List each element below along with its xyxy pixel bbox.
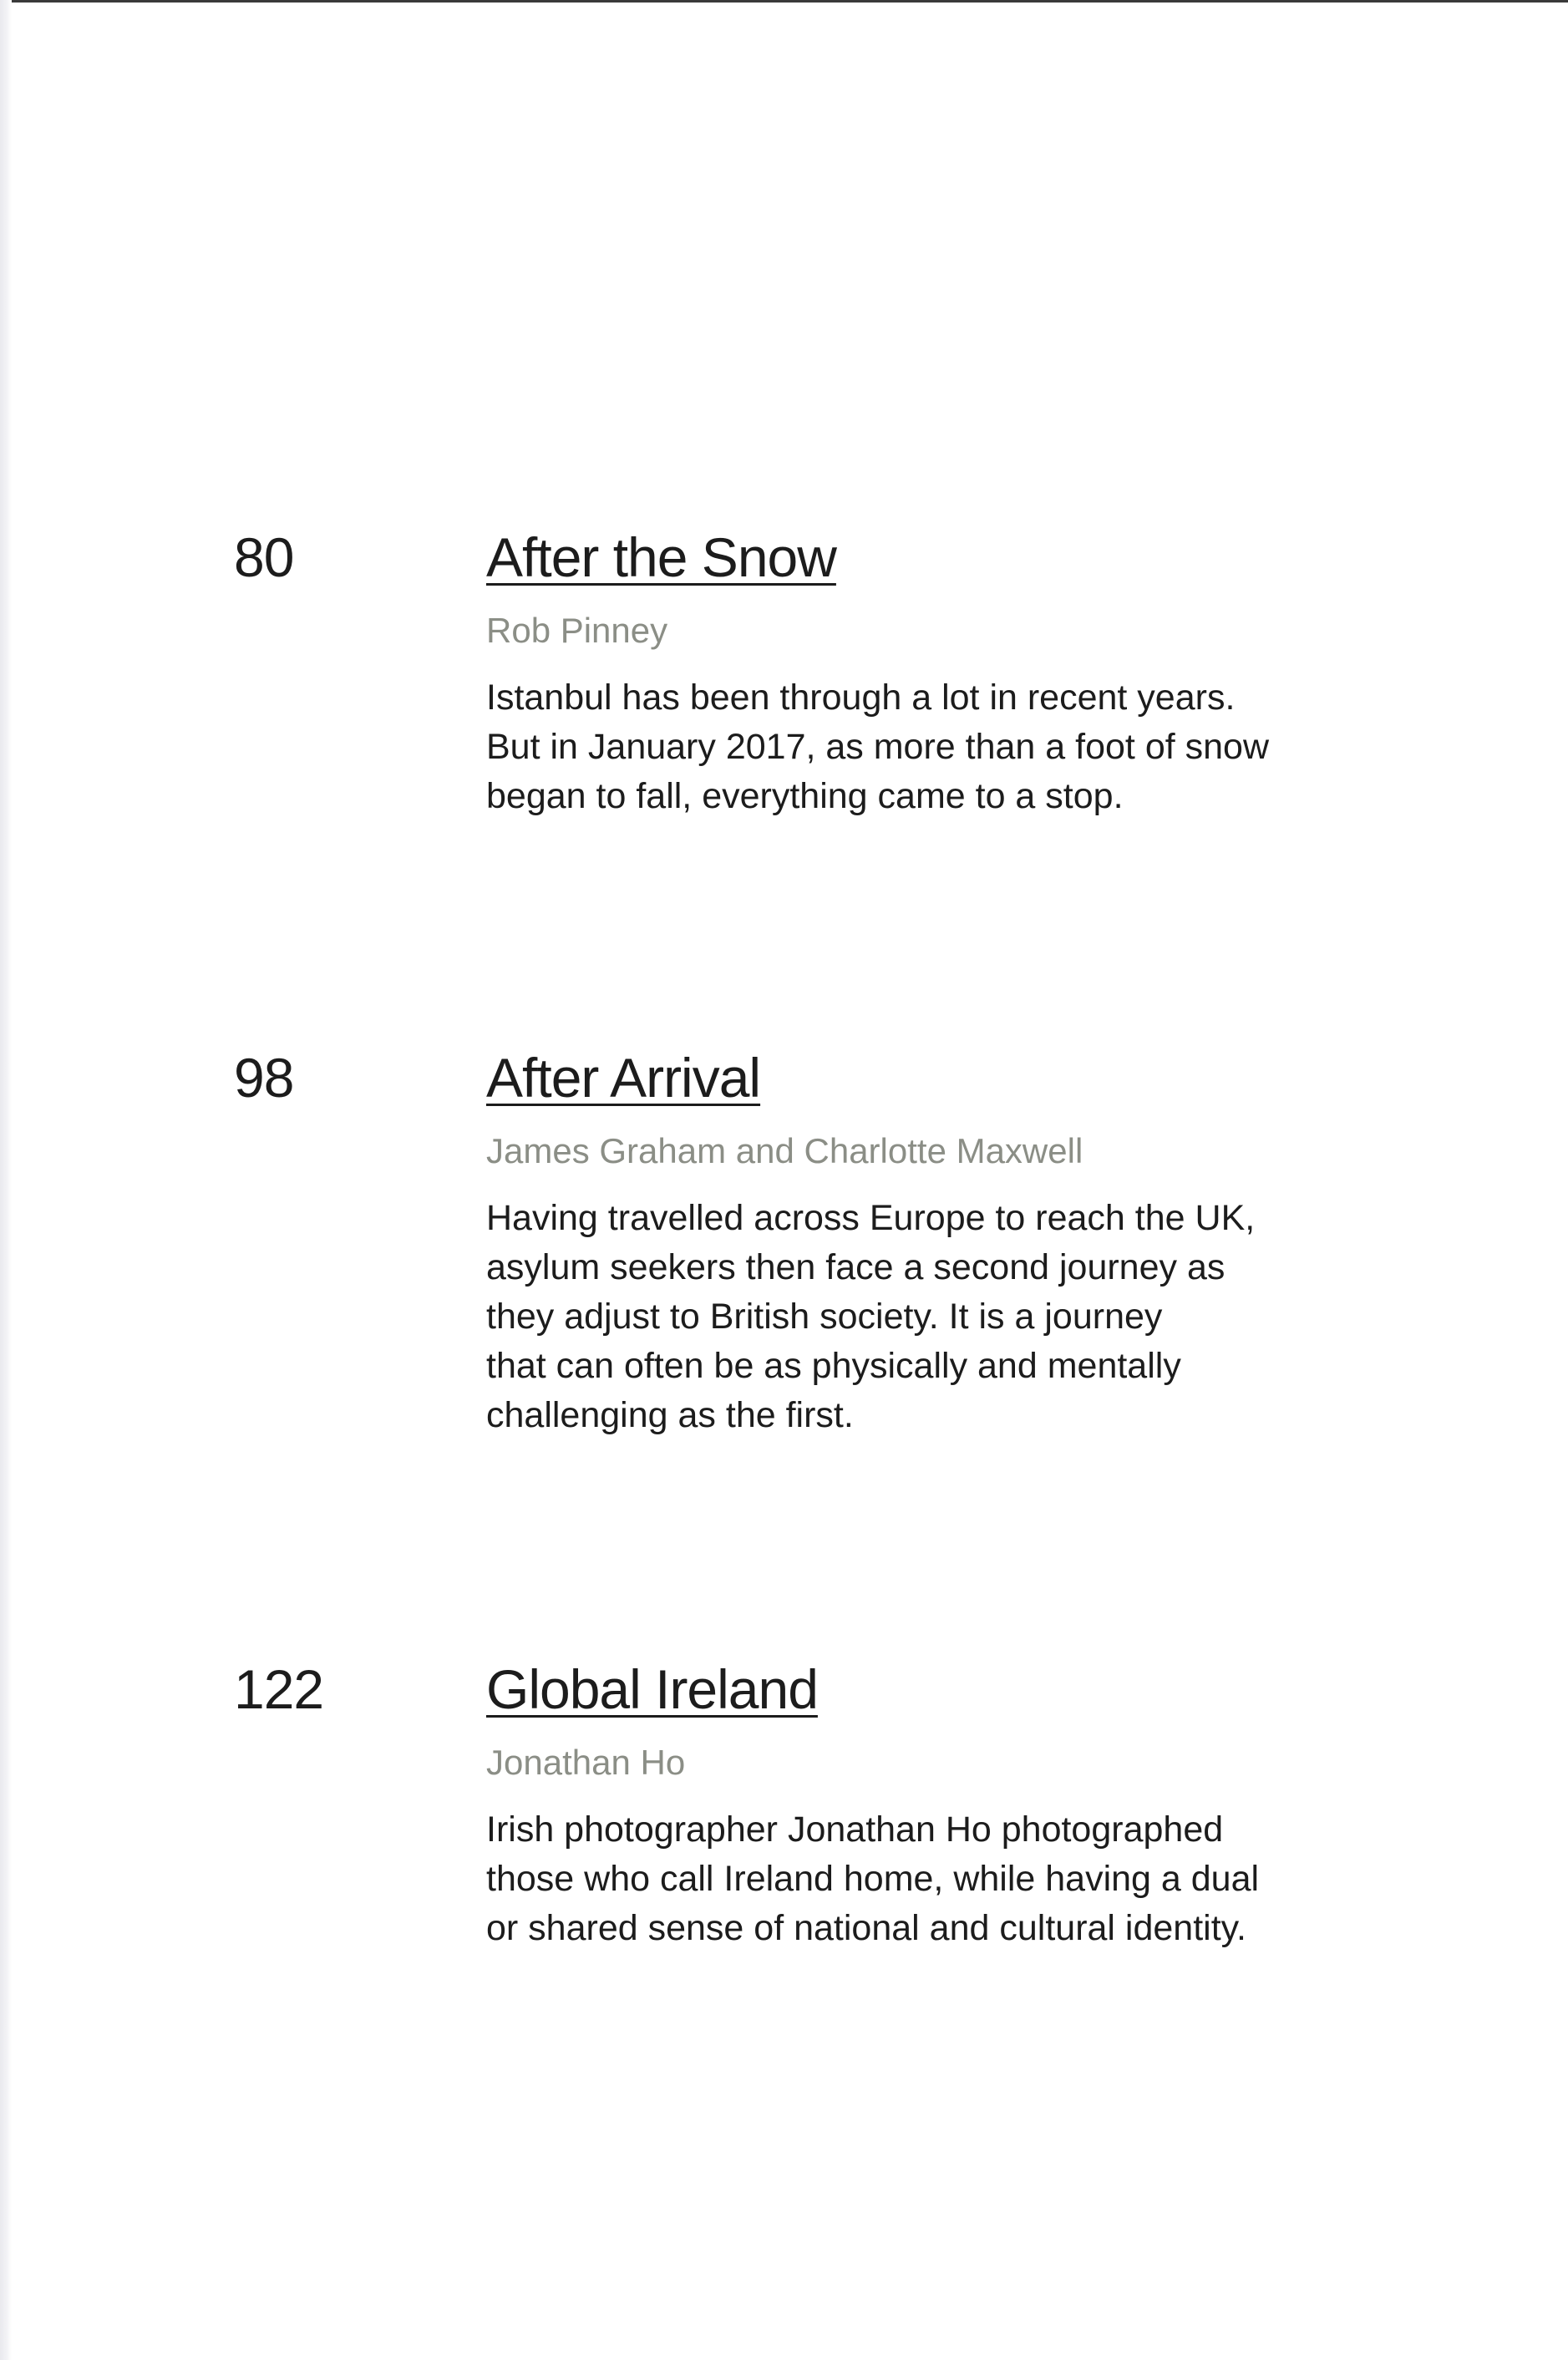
page-binding-edge xyxy=(0,0,12,2360)
story-title-link[interactable]: After the Snow xyxy=(486,526,836,588)
story-author: James Graham and Charlotte Maxwell xyxy=(486,1131,1083,1170)
story-author: Rob Pinney xyxy=(486,611,668,650)
page-number: 98 xyxy=(234,1047,294,1109)
story-title-link[interactable]: After Arrival xyxy=(486,1047,761,1109)
entry-content xyxy=(486,1047,1322,1440)
page-number: 80 xyxy=(234,526,294,588)
page-number: 122 xyxy=(234,1658,324,1720)
story-author: Jonathan Ho xyxy=(486,1743,686,1782)
story-description: Istanbul has been through a lot in recent years. But in January 2017, as more than a foot of snow began to fall, everything came to a stop. xyxy=(486,678,1270,816)
story-description: Irish photographer Jonathan Ho photographed those who call Ireland home, while having a dual or shared sense of national and cultural identity. xyxy=(486,1809,1260,1948)
entry-content xyxy=(486,526,1322,821)
page-top-edge xyxy=(0,0,1568,3)
story-title-link[interactable]: Global Ireland xyxy=(486,1658,818,1720)
story-description: Having travelled across Europe to reach the UK, asylum seekers then face a second journey as they adjust to British society. It is a journey that can often be as physically and mentally challenging as the first. xyxy=(486,1198,1256,1435)
entry-content xyxy=(486,1658,1322,1953)
